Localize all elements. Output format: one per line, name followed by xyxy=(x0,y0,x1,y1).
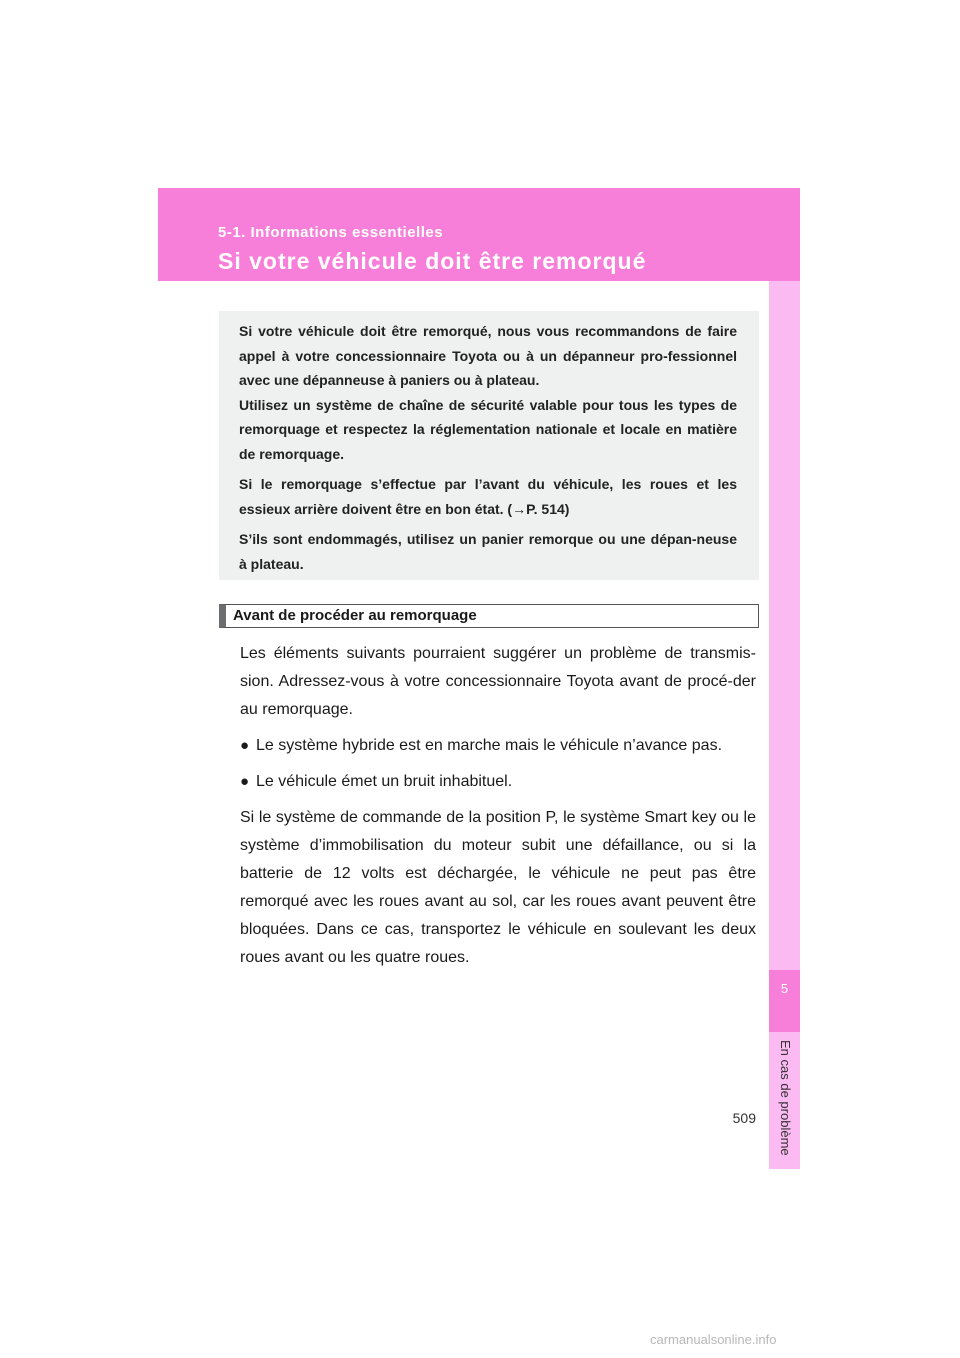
notice-paragraph: Si votre véhicule doit être remorqué, nous vous recommandons de faire appel à votre concessionnaire Toyota ou à un dépanneur pro-fessionnel avec une dépanneuse à paniers ou à plateau. xyxy=(239,323,737,388)
bullet-item xyxy=(240,768,756,796)
page-number: 509 xyxy=(732,1110,756,1126)
section-heading: Avant de procéder au remorquage xyxy=(219,604,759,628)
chapter-label: En cas de problème xyxy=(778,1040,793,1156)
notice-box xyxy=(219,311,759,580)
chapter-side-strip xyxy=(769,281,800,1169)
bullet-icon: ● xyxy=(240,773,250,790)
intro-paragraph: Les éléments suivants pourraient suggérer un problème de transmis-sion. Adressez-vous à votre concessionnaire Toyota avant de procé-der au remorquage. xyxy=(240,645,756,718)
closing-paragraph: Si le système de commande de la position P, le système Smart key ou le système d’immobilisation du moteur subit une défaillance, ou si la batterie de 12 volts est déchargée, le véhicule ne peut pas être remorqué avec les roues avant au sol, car les roues avant peuvent être bloquées. Dans ce cas, transportez le véhicule en soulevant les deux roues avant ou les quatre roues. xyxy=(240,809,756,966)
bullet-text: Le véhicule émet un bruit inhabituel. xyxy=(256,773,513,790)
section-label: 5-1. Informations essentielles xyxy=(218,224,444,241)
notice-paragraph: Si le remorquage s’effectue par l’avant du véhicule, les roues et les essieux arrière doivent être en bon état. (→P. 514) xyxy=(239,476,737,517)
page-title: Si votre véhicule doit être remorqué xyxy=(218,248,647,274)
watermark-link[interactable]: carmanualsonline.info xyxy=(650,1332,777,1347)
bullet-item xyxy=(240,732,756,760)
chapter-tab[interactable] xyxy=(769,970,800,1032)
bullet-icon: ● xyxy=(240,737,250,754)
notice-paragraph: Utilisez un système de chaîne de sécurité valable pour tous les types de remorquage et respectez la réglementation nationale et locale en matière de remorquage. xyxy=(239,396,737,462)
section-body xyxy=(240,640,756,980)
notice-paragraph: S’ils sont endommagés, utilisez un panier remorque ou une dépan-neuse à plateau. xyxy=(239,531,737,572)
chapter-number: 5 xyxy=(780,981,789,996)
bullet-text: Le système hybride est en marche mais le véhicule n’avance pas. xyxy=(256,737,723,754)
